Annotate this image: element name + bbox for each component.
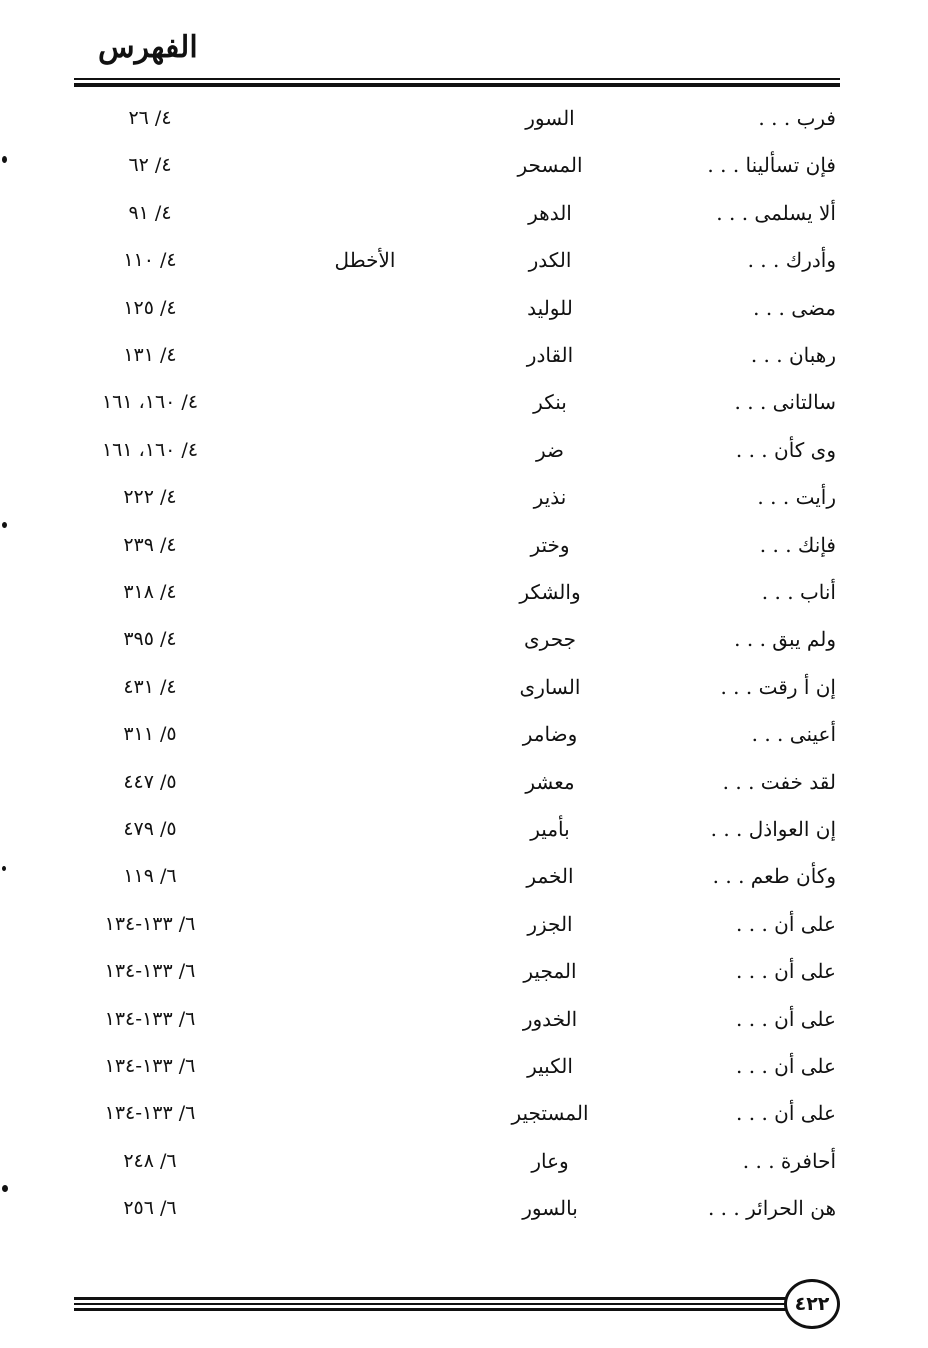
volume-page-ref: ٤/ ١٢٥ <box>123 297 177 319</box>
volume-page-ref: ٦/ ١٣٣-١٣٤ <box>104 1102 196 1124</box>
verse-text: أناب . . . <box>761 580 836 604</box>
table-row <box>0 762 928 802</box>
verse-text: وكأن طعم . . . <box>712 864 836 888</box>
header-rule-thick <box>74 83 840 87</box>
table-row <box>0 999 928 1039</box>
volume-page-ref: ٤/ ١٦٠، ١٦١ <box>101 391 199 413</box>
rhyme-word: السارى <box>519 675 581 699</box>
volume-page-ref: ٤/ ٦٢ <box>128 154 172 176</box>
verse-text: لقد خفت . . . <box>722 770 836 794</box>
table-row <box>0 145 928 185</box>
volume-page-ref: ٤/ ٢٦ <box>128 107 172 129</box>
volume-page-ref: ٦/ ١٣٣-١٣٤ <box>104 913 196 935</box>
volume-page-ref: ٤/ ٣٩٥ <box>123 628 177 650</box>
table-row <box>0 714 928 754</box>
rhyme-word: الخمر <box>526 864 574 888</box>
page-number: ٤٢٢ <box>794 1293 830 1315</box>
page-number-badge <box>784 1279 840 1329</box>
volume-page-ref: ٦/ ٢٤٨ <box>123 1150 177 1172</box>
volume-page-ref: ٦/ ٢٥٦ <box>123 1197 177 1219</box>
verse-text: رهبان . . . <box>750 343 836 367</box>
volume-page-ref: ٥/ ٣١١ <box>123 723 177 745</box>
verse-text: إن أ رقت . . . <box>720 675 836 699</box>
margin-dot <box>2 866 6 871</box>
table-row <box>0 856 928 896</box>
table-row <box>0 1046 928 1086</box>
rhyme-word: المجير <box>523 959 577 983</box>
rhyme-word: وعار <box>531 1149 569 1173</box>
verse-text: أعينى . . . <box>751 722 836 746</box>
volume-page-ref: ٦/ ١٣٣-١٣٤ <box>104 1008 196 1030</box>
volume-page-ref: ٤/ ٤٣١ <box>123 676 177 698</box>
volume-page-ref: ٤/ ١٣١ <box>123 344 177 366</box>
rhyme-word: بالسور <box>522 1196 578 1220</box>
verse-text: وى كأن . . . <box>735 438 836 462</box>
verse-text: إن العواذل . . . <box>710 817 836 841</box>
rhyme-word: الكدر <box>528 248 572 272</box>
table-row <box>0 193 928 233</box>
table-row <box>0 904 928 944</box>
table-row <box>0 572 928 612</box>
volume-page-ref: ٤/ ٢٢٢ <box>123 486 177 508</box>
table-row <box>0 382 928 422</box>
verse-text: على أن . . . <box>736 1054 836 1078</box>
table-row <box>0 477 928 517</box>
page-title: الفهرس <box>98 30 198 65</box>
rhyme-word: ضر <box>535 438 565 462</box>
rhyme-word: والشكر <box>519 580 581 604</box>
verse-text: فرب . . . <box>758 106 836 130</box>
verse-text: رأيت . . . <box>757 485 836 509</box>
verse-text: على أن . . . <box>736 1101 836 1125</box>
table-row <box>0 667 928 707</box>
footer-rule-mid <box>74 1303 786 1305</box>
table-row <box>0 1188 928 1228</box>
table-row <box>0 619 928 659</box>
rhyme-word: الكبير <box>527 1054 573 1078</box>
rhyme-word: الدهر <box>528 201 572 225</box>
poet-name: الأخطل <box>334 248 396 272</box>
verse-text: فإن تسألينا . . . <box>707 153 836 177</box>
verse-text: هن الحرائر . . . <box>707 1196 836 1220</box>
rhyme-word: الخدور <box>522 1007 578 1031</box>
verse-text: ألا يسلمى . . . <box>716 201 836 225</box>
margin-dot <box>2 156 7 163</box>
verse-text: على أن . . . <box>736 912 836 936</box>
table-row <box>0 951 928 991</box>
rhyme-word: معشر <box>525 770 575 794</box>
verse-text: سالتانى . . . <box>734 390 836 414</box>
margin-dot <box>2 1185 8 1192</box>
rhyme-word: وختر <box>530 533 570 557</box>
rhyme-word: وضامر <box>522 722 578 746</box>
table-row <box>0 525 928 565</box>
table-row <box>0 809 928 849</box>
table-row <box>0 240 928 280</box>
verse-text: على أن . . . <box>736 1007 836 1031</box>
verse-text: وأدرك . . . <box>747 248 836 272</box>
table-row <box>0 1093 928 1133</box>
margin-dot <box>2 522 7 528</box>
rhyme-word: القادر <box>526 343 574 367</box>
volume-page-ref: ٦/ ١٣٣-١٣٤ <box>104 960 196 982</box>
table-row <box>0 430 928 470</box>
verse-text: ولم يبق . . . <box>734 627 836 651</box>
rhyme-word: نذير <box>533 485 567 509</box>
volume-page-ref: ٤/ ١١٠ <box>123 249 177 271</box>
rhyme-word: بنكر <box>533 390 567 414</box>
footer-rule-bottom <box>74 1308 786 1311</box>
volume-page-ref: ٤/ ١٦٠، ١٦١ <box>101 439 199 461</box>
rhyme-word: المستجير <box>511 1101 589 1125</box>
footer-rule-top <box>74 1297 786 1300</box>
rhyme-word: بأمير <box>530 817 570 841</box>
rhyme-word: السور <box>525 106 575 130</box>
verse-text: فإنك . . . <box>759 533 836 557</box>
table-row <box>0 98 928 138</box>
rhyme-word: المسحر <box>517 153 583 177</box>
rhyme-word: جحرى <box>524 627 576 651</box>
volume-page-ref: ٤/ ٢٣٩ <box>123 534 177 556</box>
volume-page-ref: ٥/ ٤٤٧ <box>123 771 177 793</box>
volume-page-ref: ٥/ ٤٧٩ <box>123 818 177 840</box>
verse-text: على أن . . . <box>736 959 836 983</box>
rhyme-word: للوليد <box>527 296 573 320</box>
table-row <box>0 288 928 328</box>
rhyme-word: الجزر <box>527 912 573 936</box>
header-rule-thin <box>74 78 840 80</box>
verse-text: أحافرة . . . <box>742 1149 836 1173</box>
volume-page-ref: ٦/ ١٣٣-١٣٤ <box>104 1055 196 1077</box>
volume-page-ref: ٤/ ٣١٨ <box>123 581 177 603</box>
volume-page-ref: ٤/ ٩١ <box>128 202 172 224</box>
volume-page-ref: ٦/ ١١٩ <box>123 865 177 887</box>
verse-text: مضى . . . <box>753 296 836 320</box>
table-row <box>0 335 928 375</box>
table-row <box>0 1141 928 1181</box>
